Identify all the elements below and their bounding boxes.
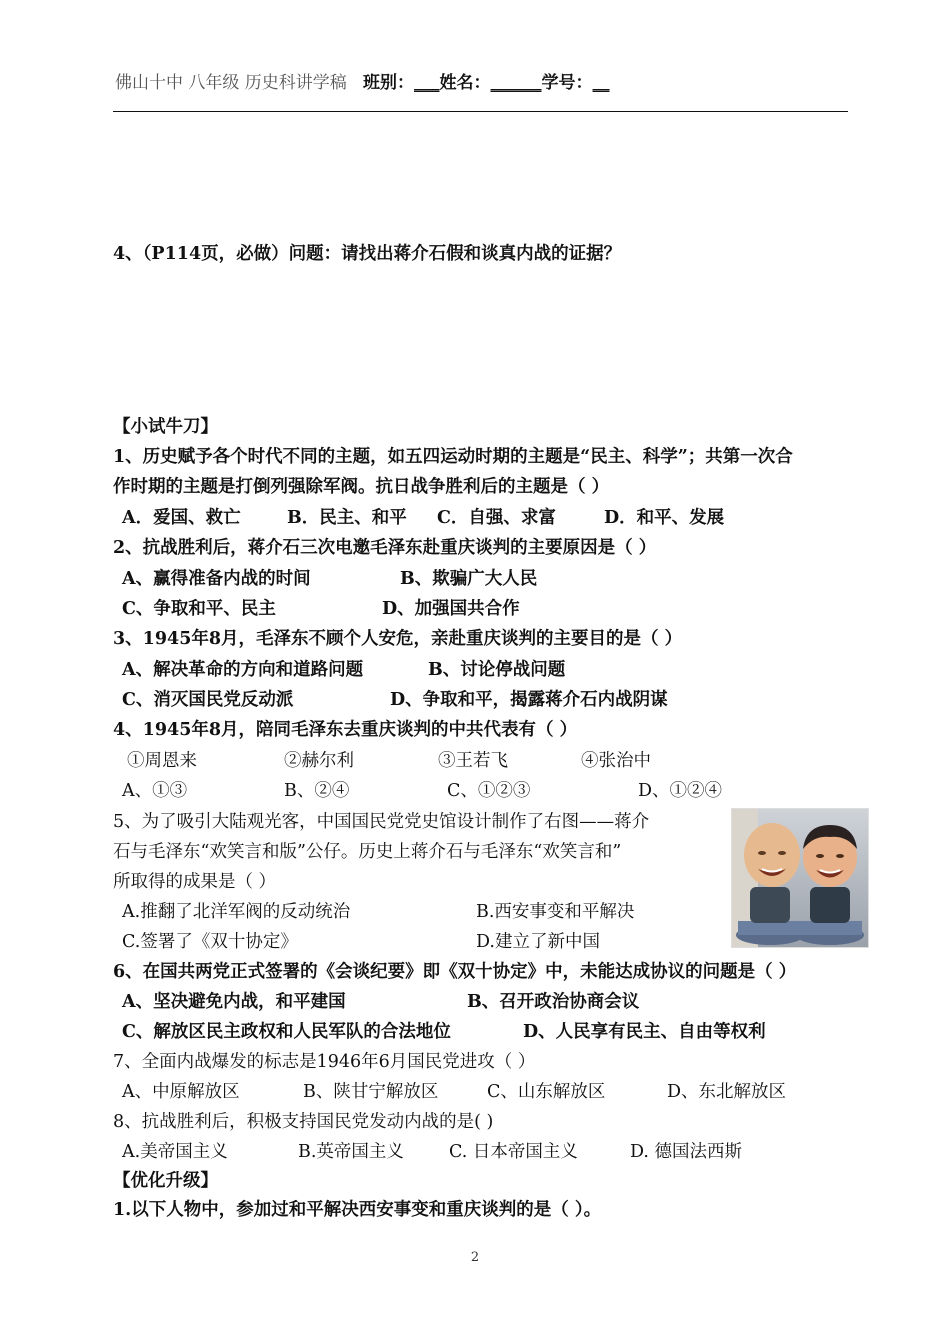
- q8-option-b[interactable]: B.英帝国主义: [298, 1142, 404, 1162]
- page-header: [115, 68, 610, 93]
- q4-item-3: ③王若飞: [438, 751, 508, 771]
- q3-option-b[interactable]: B、讨论停战问题: [428, 660, 566, 680]
- q5-option-a[interactable]: A.推翻了北洋军阀的反动统治: [122, 902, 351, 922]
- q5-line1: 5、为了吸引大陆观光客，中国国民党党史馆设计制作了右图——蒋介: [113, 812, 650, 832]
- class-label: 班别：: [363, 73, 415, 93]
- q4-option-d[interactable]: D、①②④: [638, 781, 723, 801]
- class-blank[interactable]: ___: [414, 73, 440, 93]
- q5-option-c[interactable]: C.签署了《双十协定》: [122, 932, 298, 952]
- q2-stem: 2、抗战胜利后，蒋介石三次电邀毛泽东赴重庆谈判的主要原因是（ ）: [113, 538, 657, 558]
- q2-option-d[interactable]: D、加强国共合作: [382, 599, 520, 619]
- q1-option-a[interactable]: A．爱国、救亡: [122, 508, 241, 528]
- q7-option-c[interactable]: C、山东解放区: [487, 1082, 606, 1102]
- q4-option-a[interactable]: A、①③: [122, 781, 188, 801]
- q5-line2: 石与毛泽东“欢笑言和版”公仔。历史上蒋介石与毛泽东“欢笑言和”: [113, 842, 622, 862]
- q6-option-b[interactable]: B、召开政治协商会议: [467, 992, 640, 1012]
- q7-stem: 7、全面内战爆发的标志是1946年6月国民党进攻（ ）: [113, 1052, 536, 1072]
- q1-option-b[interactable]: B．民主、和平: [287, 508, 407, 528]
- q6-option-c[interactable]: C、解放区民主政权和人民军队的合法地位: [122, 1022, 451, 1042]
- q5-line3: 所取得的成果是（ ）: [113, 872, 277, 892]
- q4-stem: 4、1945年8月，陪同毛泽东去重庆谈判的中共代表有（ ）: [113, 720, 578, 740]
- q4-item-1: ①周恩来: [127, 751, 197, 771]
- q8-option-d[interactable]: D. 德国法西斯: [630, 1142, 743, 1162]
- q5-option-d[interactable]: D.建立了新中国: [476, 932, 600, 952]
- section-try-title: 【小试牛刀】: [113, 417, 218, 437]
- q1-option-c[interactable]: C．自强、求富: [437, 508, 556, 528]
- id-label: 学号：: [541, 73, 593, 93]
- q3-stem: 3、1945年8月，毛泽东不顾个人安危，亲赴重庆谈判的主要目的是（ ）: [113, 629, 683, 649]
- page-number: 2: [470, 1250, 480, 1265]
- q4-item-4: ④张治中: [581, 751, 651, 771]
- name-label: 姓名：: [439, 73, 491, 93]
- q7-option-a[interactable]: A、中原解放区: [122, 1082, 240, 1102]
- name-blank[interactable]: ______: [490, 73, 542, 93]
- id-blank[interactable]: __: [592, 73, 610, 93]
- q7-option-b[interactable]: B、陕甘宁解放区: [303, 1082, 439, 1102]
- school-title: 佛山十中 八年级 历史科讲学稿: [115, 73, 347, 93]
- q3-option-c[interactable]: C、消灭国民党反动派: [122, 690, 294, 710]
- q1-line1: 1、历史赋予各个时代不同的主题，如五四运动时期的主题是“民主、科学”；共第一次合: [113, 447, 793, 467]
- q2-option-c[interactable]: C、争取和平、民主: [122, 599, 276, 619]
- q4-option-b[interactable]: B、②④: [284, 781, 350, 801]
- q4-option-c[interactable]: C、①②③: [447, 781, 531, 801]
- q6-stem: 6、在国共两党正式签署的《会谈纪要》即《双十协定》中，未能达成协议的问题是（ ）: [113, 962, 797, 982]
- question-4-intro: 4、（P114页，必做）问题：请找出蒋介石假和谈真内战的证据？: [113, 244, 622, 264]
- header-divider: [113, 111, 848, 112]
- q3-option-d[interactable]: D、争取和平，揭露蒋介石内战阴谋: [390, 690, 668, 710]
- q8-stem: 8、抗战胜利后，积极支持国民党发动内战的是( ): [113, 1112, 494, 1132]
- figurine-photo: [731, 808, 869, 948]
- q7-option-d[interactable]: D、东北解放区: [667, 1082, 787, 1102]
- q6-option-a[interactable]: A、坚决避免内战，和平建国: [122, 992, 346, 1012]
- q1-option-d[interactable]: D．和平、发展: [604, 508, 725, 528]
- q1-line2: 作时期的主题是打倒列强除军阀。抗日战争胜利后的主题是（ ）: [113, 477, 610, 497]
- q3-option-a[interactable]: A、解决革命的方向和道路问题: [122, 660, 364, 680]
- upgrade-q1-stem: 1.以下人物中，参加过和平解决西安事变和重庆谈判的是（ ）。: [113, 1200, 602, 1220]
- q6-option-d[interactable]: D、人民享有民主、自由等权利: [523, 1022, 766, 1042]
- q8-option-a[interactable]: A.美帝国主义: [122, 1142, 228, 1162]
- q5-option-b[interactable]: B.西安事变和平解决: [476, 902, 635, 922]
- q8-option-c[interactable]: C. 日本帝国主义: [449, 1142, 578, 1162]
- section-upgrade-title: 【优化升级】: [113, 1171, 218, 1191]
- q4-item-2: ②赫尔利: [284, 751, 354, 771]
- q2-option-b[interactable]: B、欺骗广大人民: [400, 569, 538, 589]
- q2-option-a[interactable]: A、赢得准备内战的时间: [122, 569, 311, 589]
